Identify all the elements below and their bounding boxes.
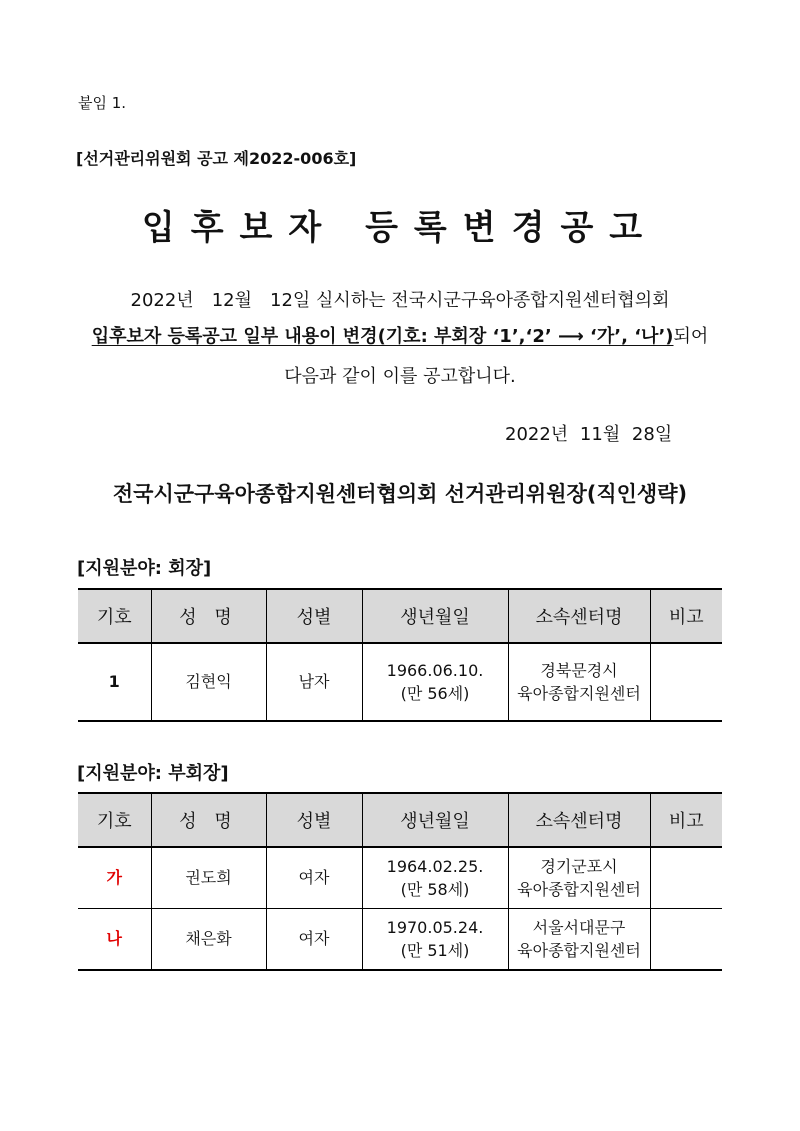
candidate-center xyxy=(508,847,650,909)
col-header-birth: 생년월일 xyxy=(362,793,508,847)
col-header-gender: 성별 xyxy=(266,793,362,847)
candidate-number: 나 xyxy=(78,909,151,971)
change-notice-tail: 되어 xyxy=(673,326,709,347)
body-line-2 xyxy=(0,322,800,348)
center-region: 경기군포시 xyxy=(540,856,618,876)
president-candidates-table xyxy=(78,588,722,722)
candidate-center xyxy=(508,643,650,721)
change-notice-underlined: 입후보자 등록공고 일부 내용이 변경(기호: 부회장 ‘1’,‘2’ ⟶ ‘가’, ‘나’) xyxy=(91,326,674,347)
candidate-number: 1 xyxy=(78,643,151,721)
col-header-center: 소속센터명 xyxy=(508,793,650,847)
notice-date: 2022년 11월 28일 xyxy=(505,424,673,445)
body-line-1: 2022년 12월 12일 실시하는 전국시군구육아종합지원센터협의회 xyxy=(130,290,670,311)
center-type: 육아종합지원센터 xyxy=(517,880,641,899)
col-header-note: 비고 xyxy=(650,793,722,847)
section-heading-vice-president: [지원분야: 부회장] xyxy=(77,763,229,784)
candidate-name: 채은화 xyxy=(151,909,266,971)
page-title: 입후보자 등록변경공고 xyxy=(141,208,659,248)
center-type: 육아종합지원센터 xyxy=(517,684,641,703)
candidate-birth xyxy=(362,643,508,721)
candidate-name: 권도희 xyxy=(151,847,266,909)
candidate-note xyxy=(650,643,722,721)
candidate-gender: 남자 xyxy=(266,643,362,721)
section-heading-president: [지원분야: 회장] xyxy=(77,558,212,579)
candidate-number: 가 xyxy=(78,847,151,909)
col-header-gender: 성별 xyxy=(266,589,362,643)
col-header-number: 기호 xyxy=(78,793,151,847)
age: (만 58세) xyxy=(400,880,470,899)
age: (만 56세) xyxy=(400,684,470,703)
table-header-row xyxy=(78,793,722,847)
candidate-note xyxy=(650,909,722,971)
candidate-gender: 여자 xyxy=(266,909,362,971)
table-header-row xyxy=(78,589,722,643)
table-row xyxy=(78,643,722,721)
candidate-name: 김현익 xyxy=(151,643,266,721)
candidate-note xyxy=(650,847,722,909)
signer: 전국시군구육아종합지원센터협의회 선거관리위원장(직인생략) xyxy=(112,482,688,506)
col-header-center: 소속센터명 xyxy=(508,589,650,643)
candidate-birth xyxy=(362,909,508,971)
candidate-center xyxy=(508,909,650,971)
table-row xyxy=(78,847,722,909)
col-header-number: 기호 xyxy=(78,589,151,643)
candidate-birth xyxy=(362,847,508,909)
center-region: 서울서대문구 xyxy=(532,917,626,937)
center-type: 육아종합지원센터 xyxy=(517,941,641,960)
birth-date: 1970.05.24. xyxy=(386,917,484,937)
table-row xyxy=(78,909,722,971)
candidate-gender: 여자 xyxy=(266,847,362,909)
col-header-note: 비고 xyxy=(650,589,722,643)
age: (만 51세) xyxy=(400,941,470,960)
col-header-birth: 생년월일 xyxy=(362,589,508,643)
notice-number: [선거관리위원회 공고 제2022-006호] xyxy=(76,149,357,168)
col-header-name: 성 명 xyxy=(151,589,266,643)
vice-president-candidates-table xyxy=(78,792,722,971)
body-line-3: 다음과 같이 이를 공고합니다. xyxy=(284,366,516,387)
birth-date: 1964.02.25. xyxy=(386,856,484,876)
attachment-label: 붙임 1. xyxy=(78,94,127,112)
col-header-name: 성 명 xyxy=(151,793,266,847)
birth-date: 1966.06.10. xyxy=(386,660,484,680)
center-region: 경북문경시 xyxy=(540,660,618,680)
